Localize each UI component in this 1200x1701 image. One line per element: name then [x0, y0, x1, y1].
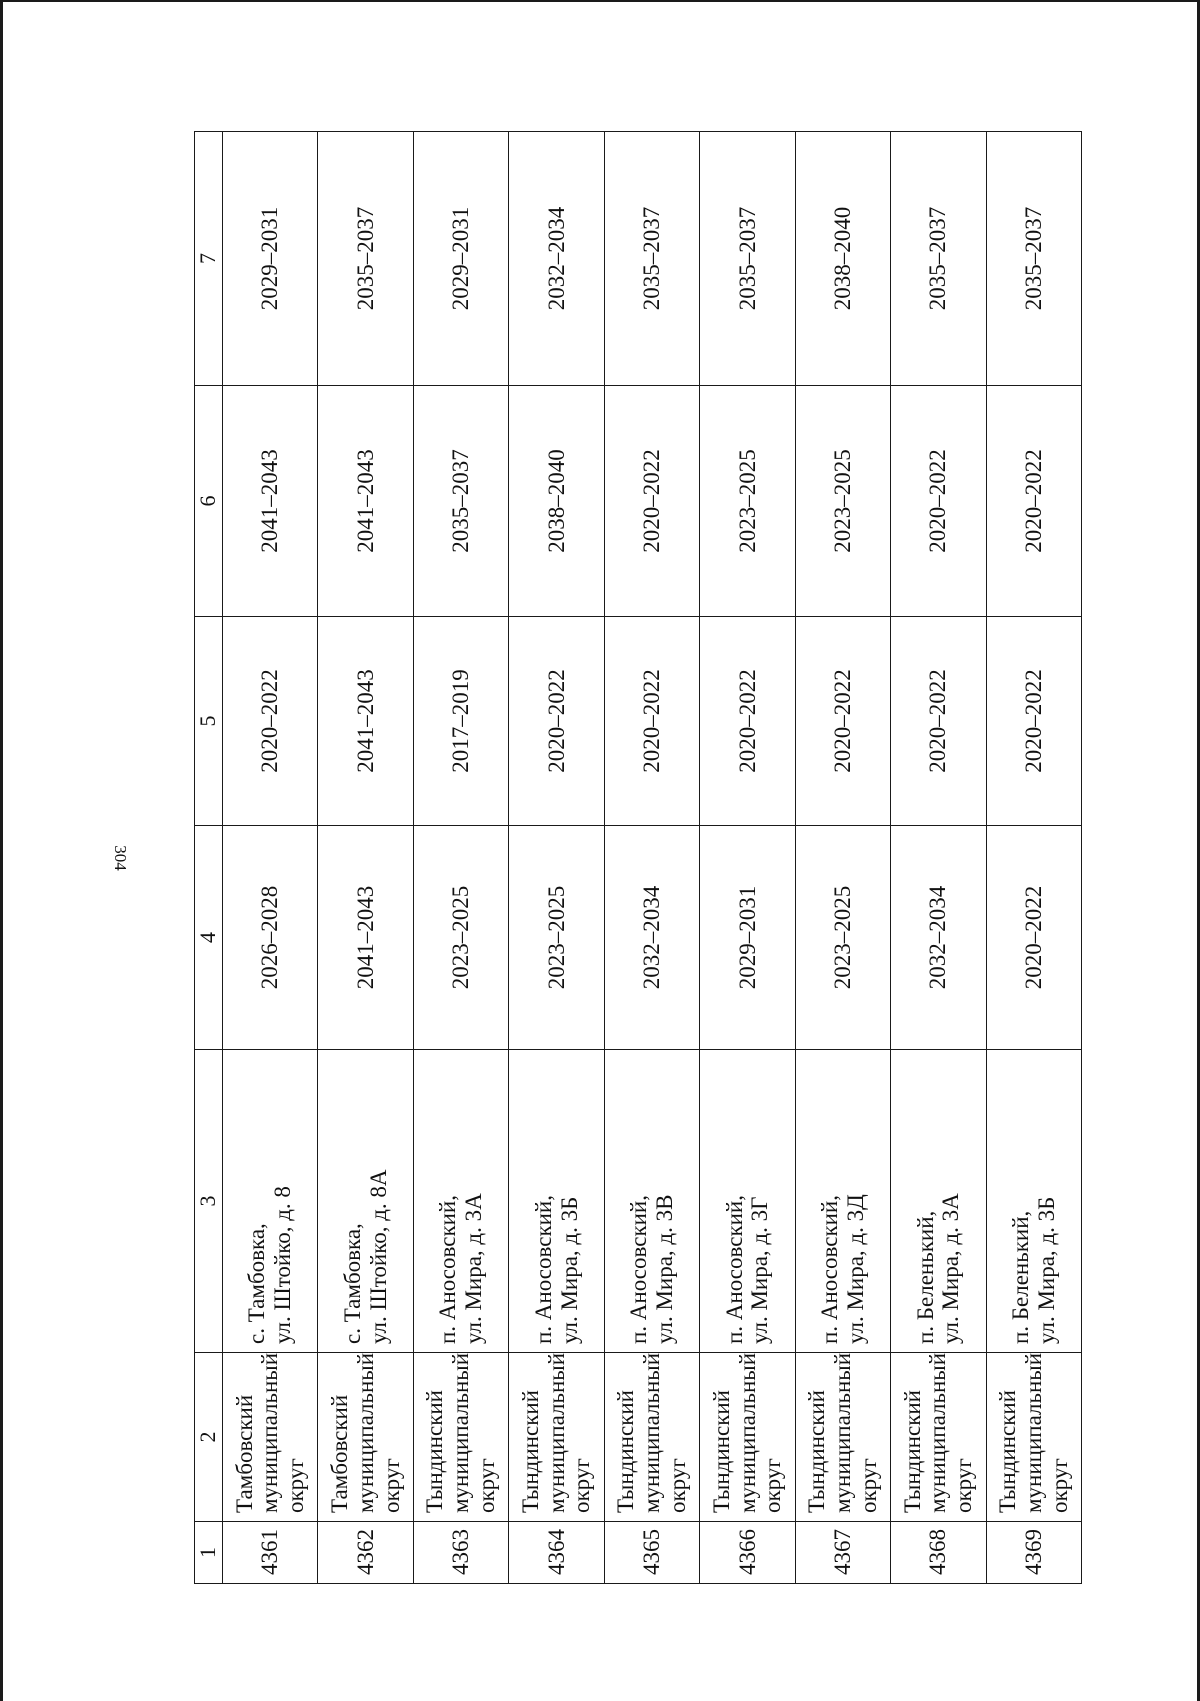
period-cell-col5: 2020–2022 — [891, 617, 986, 826]
district-cell — [700, 1353, 795, 1522]
district-line: округ — [283, 1458, 309, 1513]
period-cell-col7: 2029–2031 — [413, 132, 508, 386]
scan-border-top — [0, 0, 1200, 2]
district-line: округ — [1046, 1458, 1072, 1513]
period-cell-col7: 2035–2037 — [700, 132, 795, 386]
column-number: 7 — [195, 132, 223, 386]
district-line: Тындинский — [517, 1390, 543, 1513]
period-cell-col6: 2035–2037 — [413, 386, 508, 617]
district-line: Тындинский — [422, 1390, 448, 1513]
address-cell — [795, 1050, 890, 1353]
district-line: округ — [664, 1458, 690, 1513]
page-number: 304 — [111, 845, 130, 871]
row-id-cell: 4365 — [604, 1522, 699, 1584]
period-cell-col5: 2017–2019 — [413, 617, 508, 826]
period-cell-col6: 2020–2022 — [891, 386, 986, 617]
column-number: 1 — [195, 1522, 223, 1584]
column-number: 6 — [195, 386, 223, 617]
address-line: п. Аносовский, — [435, 1195, 461, 1344]
schedule-table — [194, 131, 1082, 1584]
district-line: муниципальный — [352, 1352, 378, 1513]
period-cell-col7: 2032–2034 — [509, 132, 604, 386]
district-line: Тындинский — [899, 1390, 925, 1513]
period-cell-col5: 2020–2022 — [795, 617, 890, 826]
district-line: Тындинский — [708, 1390, 734, 1513]
period-cell-col5: 2020–2022 — [604, 617, 699, 826]
address-cell — [413, 1050, 508, 1353]
table-row — [413, 132, 508, 1584]
period-cell-col6: 2020–2022 — [604, 386, 699, 617]
district-cell — [223, 1353, 318, 1522]
address-cell — [700, 1050, 795, 1353]
address-cell — [318, 1050, 413, 1353]
address-line: п. Аносовский, — [626, 1195, 652, 1344]
row-id-cell: 4364 — [509, 1522, 604, 1584]
address-cell — [223, 1050, 318, 1353]
district-line: Тындинский — [804, 1390, 830, 1513]
row-id-cell: 4367 — [795, 1522, 890, 1584]
period-cell-col6: 2020–2022 — [986, 386, 1082, 617]
district-line: округ — [760, 1458, 786, 1513]
address-line: ул. Мира, д. 3Б — [556, 1196, 582, 1344]
address-cell — [509, 1050, 604, 1353]
period-cell-col6: 2038–2040 — [509, 386, 604, 617]
period-cell-col7: 2035–2037 — [604, 132, 699, 386]
district-line: Тындинский — [995, 1390, 1021, 1513]
period-cell-col5: 2041–2043 — [318, 617, 413, 826]
row-id-cell: 4362 — [318, 1522, 413, 1584]
period-cell-col7: 2029–2031 — [223, 132, 318, 386]
column-number-row — [195, 132, 223, 1584]
address-cell — [986, 1050, 1082, 1353]
district-line: Тамбовский — [327, 1394, 353, 1513]
row-id-cell: 4366 — [700, 1522, 795, 1584]
period-cell-col7: 2035–2037 — [318, 132, 413, 386]
scan-border-left — [0, 0, 3, 1701]
address-cell — [891, 1050, 986, 1353]
period-cell-col4: 2020–2022 — [986, 826, 1082, 1050]
period-cell-col5: 2020–2022 — [223, 617, 318, 826]
period-cell-col6: 2041–2043 — [318, 386, 413, 617]
row-id-cell: 4361 — [223, 1522, 318, 1584]
district-line: муниципальный — [925, 1352, 951, 1513]
district-line: Тамбовский — [231, 1394, 257, 1513]
table-row — [700, 132, 795, 1584]
district-line: округ — [855, 1458, 881, 1513]
district-line: округ — [473, 1458, 499, 1513]
district-line: муниципальный — [448, 1352, 474, 1513]
row-id-cell: 4368 — [891, 1522, 986, 1584]
district-line: округ — [378, 1458, 404, 1513]
period-cell-col6: 2041–2043 — [223, 386, 318, 617]
address-line: п. Беленький, — [912, 1210, 938, 1344]
address-line: с. Тамбовка, — [339, 1223, 365, 1344]
address-line: ул. Мира, д. 3В — [651, 1194, 677, 1344]
district-cell — [413, 1353, 508, 1522]
table-row — [223, 132, 318, 1584]
period-cell-col4: 2023–2025 — [795, 826, 890, 1050]
table-row — [891, 132, 986, 1584]
address-line: ул. Штойко, д. 8А — [365, 1169, 391, 1344]
address-cell — [604, 1050, 699, 1353]
address-line: п. Аносовский, — [530, 1195, 556, 1344]
table-row — [795, 132, 890, 1584]
table-row — [986, 132, 1082, 1584]
address-line: ул. Мира, д. 3А — [938, 1193, 964, 1344]
period-cell-col4: 2023–2025 — [509, 826, 604, 1050]
table-container — [194, 132, 1082, 1584]
period-cell-col5: 2020–2022 — [509, 617, 604, 826]
period-cell-col4: 2029–2031 — [700, 826, 795, 1050]
table-row — [318, 132, 413, 1584]
column-number: 5 — [195, 617, 223, 826]
period-cell-col4: 2032–2034 — [604, 826, 699, 1050]
row-id-cell: 4363 — [413, 1522, 508, 1584]
period-cell-col7: 2038–2040 — [795, 132, 890, 386]
district-line: округ — [951, 1458, 977, 1513]
address-line: ул. Мира, д. 3Б — [1033, 1196, 1059, 1344]
district-line: муниципальный — [734, 1352, 760, 1513]
period-cell-col4: 2032–2034 — [891, 826, 986, 1050]
table-row — [604, 132, 699, 1584]
period-cell-col7: 2035–2037 — [986, 132, 1082, 386]
address-line: ул. Мира, д. 3А — [461, 1193, 487, 1344]
district-cell — [604, 1353, 699, 1522]
address-line: ул. Штойко, д. 8 — [270, 1186, 296, 1344]
address-line: ул. Мира, д. 3Г — [747, 1196, 773, 1344]
table-row — [509, 132, 604, 1584]
column-number: 4 — [195, 826, 223, 1050]
period-cell-col4: 2041–2043 — [318, 826, 413, 1050]
district-line: муниципальный — [257, 1352, 283, 1513]
period-cell-col4: 2023–2025 — [413, 826, 508, 1050]
district-cell — [891, 1353, 986, 1522]
address-line: с. Тамбовка, — [244, 1223, 270, 1344]
district-cell — [509, 1353, 604, 1522]
address-line: ул. Мира, д. 3Д — [842, 1194, 868, 1344]
period-cell-col6: 2023–2025 — [795, 386, 890, 617]
address-line: п. Беленький, — [1008, 1210, 1033, 1344]
district-line: муниципальный — [543, 1352, 569, 1513]
address-line: п. Аносовский, — [721, 1195, 747, 1344]
district-line: муниципальный — [829, 1352, 855, 1513]
column-number: 3 — [195, 1050, 223, 1353]
period-cell-col5: 2020–2022 — [700, 617, 795, 826]
district-cell — [318, 1353, 413, 1522]
period-cell-col6: 2023–2025 — [700, 386, 795, 617]
address-line: п. Аносовский, — [817, 1195, 843, 1344]
district-line: муниципальный — [639, 1352, 665, 1513]
district-cell — [795, 1353, 890, 1522]
district-line: Тындинский — [613, 1390, 639, 1513]
district-cell — [986, 1353, 1082, 1522]
district-line: округ — [569, 1458, 595, 1513]
district-line: муниципальный — [1020, 1352, 1046, 1513]
row-id-cell: 4369 — [986, 1522, 1082, 1584]
period-cell-col5: 2020–2022 — [986, 617, 1082, 826]
period-cell-col7: 2035–2037 — [891, 132, 986, 386]
column-number: 2 — [195, 1353, 223, 1522]
period-cell-col4: 2026–2028 — [223, 826, 318, 1050]
